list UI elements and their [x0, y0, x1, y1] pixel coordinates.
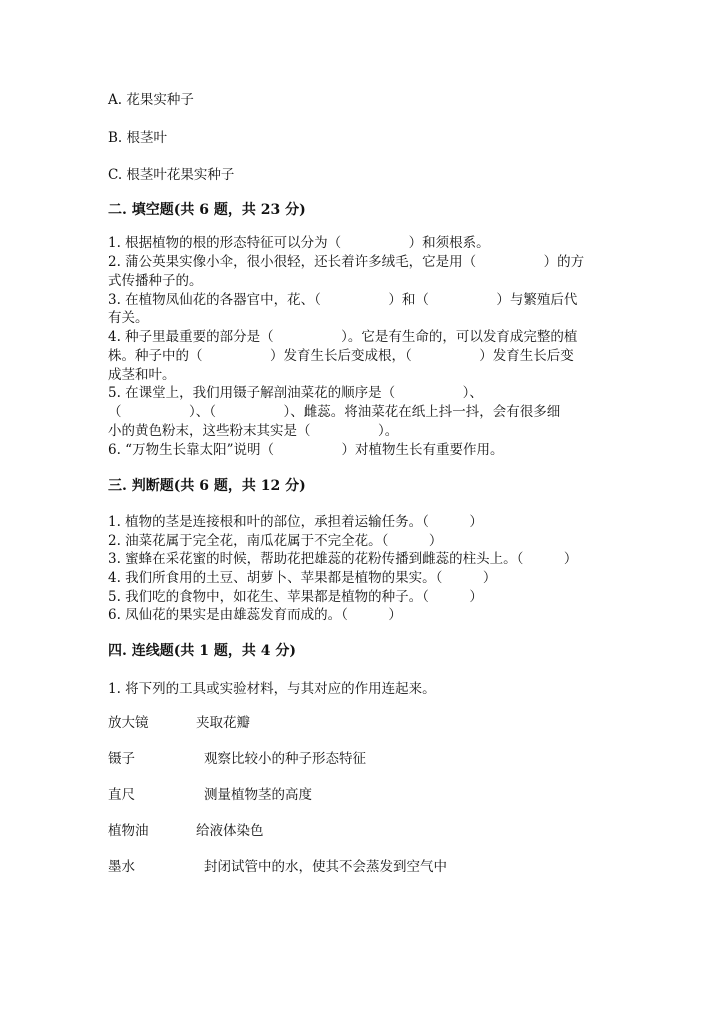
- fill-line: 4. 种子里最重要的部分是（ ）。它是有生命的，可以发育成完整的植: [108, 329, 578, 345]
- fill-line: 小的黄色粉末，这些粉末其实是（ ）。: [108, 423, 399, 439]
- judge-line: 4. 我们所食用的土豆、胡萝卜、苹果都是植物的果实。（ ）: [108, 570, 497, 586]
- fill-line: 式传播种子的。: [108, 273, 203, 289]
- match-right-item: 观察比较小的种子形态特征: [204, 751, 366, 767]
- fill-line: 成茎和叶。: [108, 367, 176, 383]
- match-left-item: 镊子: [108, 751, 135, 767]
- section-2-title: 二. 填空题(共 6 题，共 23 分): [108, 202, 306, 218]
- option-b: B. 根茎叶: [108, 130, 168, 146]
- match-right-item: 测量植物茎的高度: [204, 787, 312, 803]
- matching-question: 1. 将下列的工具或实验材料，与其对应的作用连起来。: [108, 681, 436, 697]
- match-right-item: 给液体染色: [196, 823, 264, 839]
- fill-line: 5. 在课堂上，我们用镊子解剖油菜花的顺序是（ ）、: [108, 385, 483, 401]
- match-right-item: 夹取花瓣: [196, 715, 250, 731]
- judge-line: 6. 凤仙花的果实是由雄蕊发育而成的。（ ）: [108, 607, 402, 623]
- fill-line: 3. 在植物凤仙花的各器官中，花、（ ）和（ ）与繁殖后代: [108, 292, 578, 308]
- section-4-title: 四. 连线题(共 1 题，共 4 分): [108, 643, 296, 659]
- option-c: C. 根茎叶花果实种子: [108, 167, 235, 183]
- judge-line: 3. 蜜蜂在采花蜜的时候，帮助花把雄蕊的花粉传播到雌蕊的柱头上。（ ）: [108, 551, 578, 567]
- match-right-item: 封闭试管中的水，使其不会蒸发到空气中: [204, 859, 447, 875]
- fill-line: 2. 蒲公英果实像小伞，很小很轻，还长着许多绒毛，它是用（ ）的方: [108, 254, 585, 270]
- judge-line: 2. 油菜花属于完全花，南瓜花属于不完全花。（ ）: [108, 533, 443, 549]
- fill-line: 有关。: [108, 310, 149, 326]
- option-a: A. 花果实种子: [108, 92, 194, 108]
- fill-line: 6. “万物生长靠太阳”说明（ ）对植物生长有重要作用。: [108, 442, 504, 458]
- match-left-item: 放大镜: [108, 715, 149, 731]
- judge-line: 5. 我们吃的食物中，如花生、苹果都是植物的种子。（ ）: [108, 589, 483, 605]
- match-left-item: 墨水: [108, 859, 135, 875]
- fill-line: 1. 根据植物的根的形态特征可以分为（ ）和须根系。: [108, 235, 490, 251]
- judge-line: 1. 植物的茎是连接根和叶的部位，承担着运输任务。（ ）: [108, 514, 483, 530]
- fill-line: 株。种子中的（ ）发育生长后变成根，（ ）发育生长后变: [108, 348, 574, 364]
- match-left-item: 植物油: [108, 823, 149, 839]
- fill-line: （ ）、（ ）、雌蕊。将油菜花在纸上抖一抖，会有很多细: [108, 404, 561, 420]
- match-left-item: 直尺: [108, 787, 135, 803]
- section-3-title: 三. 判断题(共 6 题，共 12 分): [108, 478, 306, 494]
